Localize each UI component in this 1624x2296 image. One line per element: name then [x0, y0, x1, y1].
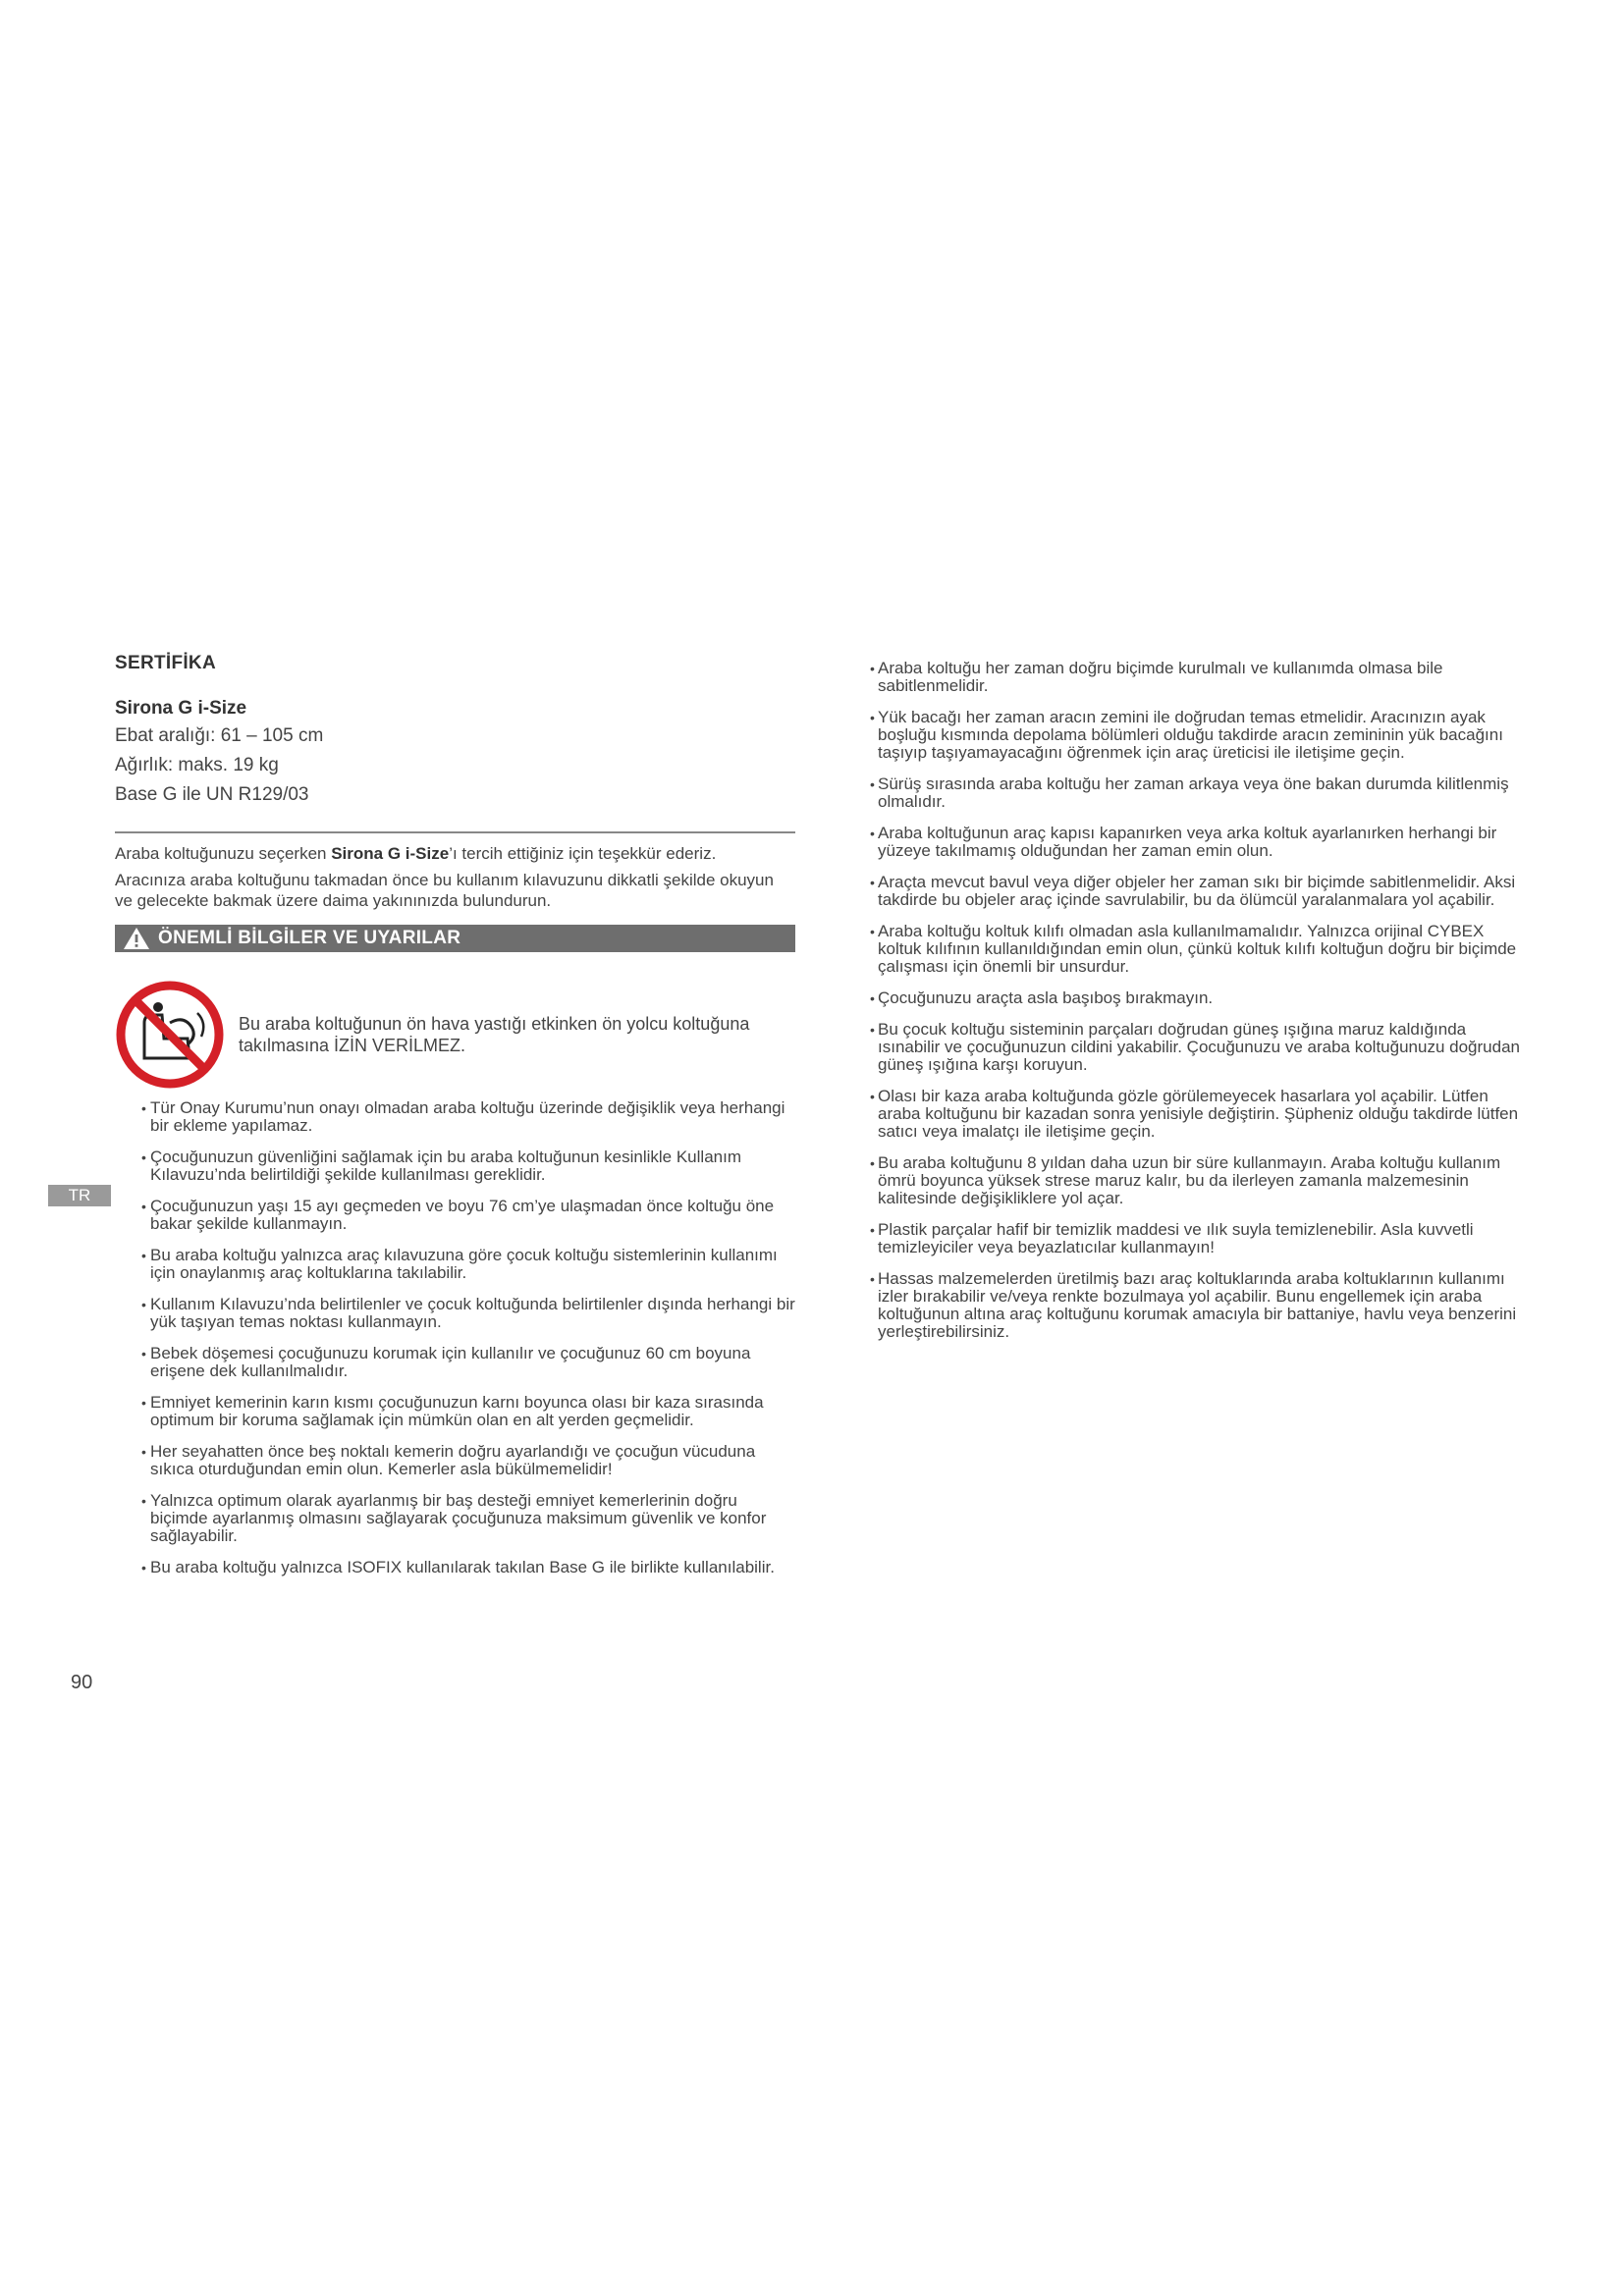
intro-read-manual: Aracınıza araba koltuğunu takmadan önce bu kullanım kılavuzunu dikkatli şekilde okuyun ve gelecekte bakmak üzere daima yakınınızda bulundurun. [115, 871, 774, 910]
list-item: • Plastik parçalar hafif bir temizlik maddesi ve ılık suyla temizlenebilir. Asla kuvvetli temizleyiciler veya beyazlatıcılar kullanmayın! [874, 1221, 1530, 1256]
intro-thanks-text: Araba koltuğunuzu seçerken [115, 844, 332, 863]
list-item: • Araba koltuğunun araç kapısı kapanırken veya arka koltuk ayarlanırken herhangi bir yüzeye takılmamış olduğundan her zaman emin olun. [874, 825, 1530, 860]
left-warnings-list [115, 1099, 795, 1576]
warning-triangle-icon [123, 927, 150, 950]
list-item: • Hassas malzemelerden üretilmiş bazı araç koltuklarında araba koltuklarının kullanımı izler bırakabilir ve/veya renkte bozulmaya yol açabilir. Bunu engellemek için araba koltuğunun altına araç koltuğunu korumak amacıyla bir battaniye, havlu veya benzerini yerleştirebilirsiniz. [874, 1270, 1530, 1341]
list-item: • Araçta mevcut bavul veya diğer objeler her zaman sıkı bir biçimde sabitlenmelidir. Aksi takdirde bu objeler araç içinde savrulabilir, bu da ölümcül yaralanmalara yol açabilir. [874, 874, 1530, 909]
intro-product-name: Sirona G i-Size [331, 844, 450, 863]
list-item: • Sürüş sırasında araba koltuğu her zaman arkaya veya öne bakan durumda kilitlenmiş olmalıdır. [874, 775, 1530, 811]
spec-size-range: Ebat aralığı: 61 – 105 cm [115, 725, 324, 746]
warnings-banner-title: ÖNEMLİ BİLGİLER VE UYARILAR [158, 928, 461, 948]
intro-thanks [115, 843, 795, 864]
list-item: • Olası bir kaza araba koltuğunda gözle görülemeyecek hasarlara yol açabilir. Lütfen araba koltuğunu bir kazadan sonra yenisiyle değiştirin. Şüpheniz olduğu takdirde lütfen satıcı veya imalatçı ile iletişime geçin. [874, 1088, 1530, 1141]
list-item: • Araba koltuğu her zaman doğru biçimde kurulmalı ve kullanımda olmasa bile sabitlenmelidir. [874, 660, 1530, 695]
airbag-warning [115, 980, 795, 1090]
list-item: • Bu araba koltuğunu 8 yıldan daha uzun bir süre kullanmayın. Araba koltuğu kullanım ömrü boyunca yüksek strese maruz kalır, bu da ilerleyen zamanla malzemesinin kalitesinde değişikliklere yol açar. [874, 1154, 1530, 1207]
list-item: • Çocuğunuzu araçta asla başıboş bırakmayın. [874, 989, 1530, 1007]
right-column [874, 660, 1530, 1355]
right-warnings-list [874, 660, 1530, 1341]
list-item: • Çocuğunuzun güvenliğini sağlamak için bu araba koltuğunun kesinlikle Kullanım Kılavuzu’nda belirtildiği şekilde kullanılması gereklidir. [115, 1148, 795, 1184]
spec-weight: Ağırlık: maks. 19 kg [115, 755, 279, 775]
list-item: • Çocuğunuzun yaşı 15 ayı geçmeden ve boyu 76 cm’ye ulaşmadan önce koltuğu öne bakar şekilde kullanmayın. [115, 1198, 795, 1233]
list-item: • Her seyahatten önce beş noktalı kemerin doğru ayarlandığı ve çocuğun vücuduna sıkıca oturduğundan emin olun. Kemerler asla bükülmemelidir! [115, 1443, 795, 1478]
list-item: • Bebek döşemesi çocuğunuzu korumak için kullanılır ve çocuğunuz 60 cm boyuna erişene dek kullanılmalıdır. [115, 1345, 795, 1380]
product-name: Sirona G i-Size [115, 698, 247, 719]
section-divider [115, 831, 795, 833]
no-airbag-prohibition-icon [115, 980, 225, 1090]
list-item: • Yük bacağı her zaman aracın zemini ile doğrudan temas etmelidir. Aracınızın ayak boşluğu kısmında depolama bölümleri olduğu takdirde aracın zemininin yük bacağını taşıyıp taşıyamayacağını öğrenmek için araç üreticisi ile iletişime geçin. [874, 709, 1530, 762]
warnings-banner [115, 925, 795, 952]
list-item: • Araba koltuğu koltuk kılıfı olmadan asla kullanılmamalıdır. Yalnızca orijinal CYBEX koltuk kılıfının kullanıldığından emin olun, çünkü koltuk kılıfı koltuğun doğru bir biçimde çalışması için önemli bir unsurdur. [874, 923, 1530, 976]
intro-thanks-text-end: ’ı tercih ettiğiniz için teşekkür ederiz. [449, 844, 717, 863]
certificate-heading: SERTİFİKA [115, 653, 216, 673]
language-tab: TR [48, 1185, 111, 1206]
list-item: • Bu çocuk koltuğu sisteminin parçaları doğrudan güneş ışığına maruz kaldığında ısınabilir ve çocuğunuzun cildini yakabilir. Çocuğunuzu ve araba koltuğunuzu doğrudan güneş ışığına karşı koruyun. [874, 1021, 1530, 1074]
list-item: • Bu araba koltuğu yalnızca araç kılavuzuna göre çocuk koltuğu sistemlerinin kullanımı için onaylanmış araç koltuklarına takılabilir. [115, 1247, 795, 1282]
spec-base: Base G ile UN R129/03 [115, 784, 309, 805]
list-item: • Kullanım Kılavuzu’nda belirtilenler ve çocuk koltuğunda belirtilenler dışında herhangi bir yük taşıyan temas noktası kullanmayın. [115, 1296, 795, 1331]
page-number: 90 [71, 1672, 93, 1693]
list-item: • Yalnızca optimum olarak ayarlanmış bir baş desteği emniyet kemerlerinin doğru biçimde ayarlanmış olmasını sağlayarak çocuğunuza maksimum güvenlik ve konfor sağlayabilir. [115, 1492, 795, 1545]
list-item: • Emniyet kemerinin karın kısmı çocuğunuzun karnı boyunca olası bir kaza sırasında optimum bir koruma sağlamak için mümkün olan en alt yerden geçmelidir. [115, 1394, 795, 1429]
airbag-warning-text: Bu araba koltuğunun ön hava yastığı etkinken ön yolcu koltuğuna takılmasına İZİN VERİLMEZ. [239, 1014, 750, 1055]
list-item: • Tür Onay Kurumu’nun onayı olmadan araba koltuğu üzerinde değişiklik veya herhangi bir ekleme yapılamaz. [115, 1099, 795, 1135]
list-item: • Bu araba koltuğu yalnızca ISOFIX kullanılarak takılan Base G ile birlikte kullanılabilir. [115, 1559, 795, 1576]
left-column [115, 653, 795, 1590]
